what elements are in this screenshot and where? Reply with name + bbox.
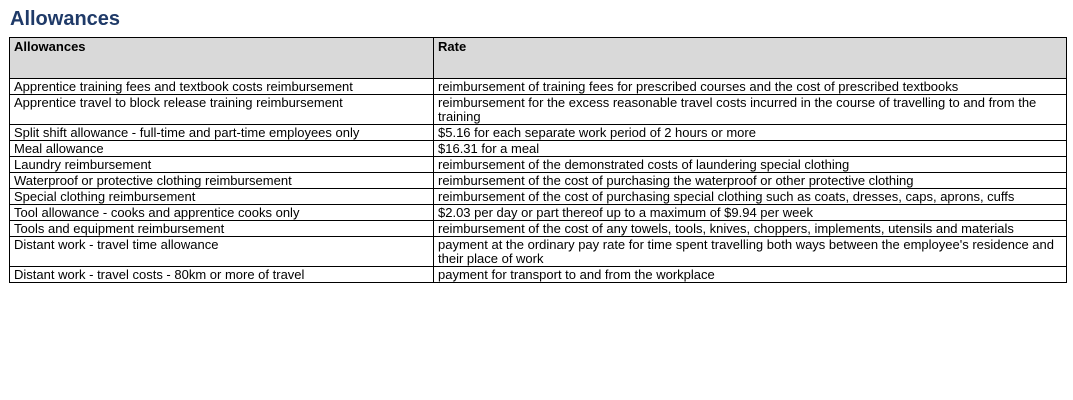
table-row — [10, 205, 1067, 221]
table-row — [10, 173, 1067, 189]
table-row — [10, 237, 1067, 267]
table-body — [10, 79, 1067, 283]
page-title: Allowances — [10, 8, 121, 30]
rate-cell: reimbursement for the excess reasonable travel costs incurred in the course of travelling to and from the training — [434, 95, 1067, 125]
rate-cell: $16.31 for a meal — [434, 141, 1067, 157]
allowance-cell: Tool allowance - cooks and apprentice cooks only — [10, 205, 434, 221]
table-row — [10, 189, 1067, 205]
allowance-cell: Waterproof or protective clothing reimbursement — [10, 173, 434, 189]
rate-cell: $2.03 per day or part thereof up to a maximum of $9.94 per week — [434, 205, 1067, 221]
table-row — [10, 267, 1067, 283]
allowance-cell: Apprentice travel to block release training reimbursement — [10, 95, 434, 125]
header-row — [10, 38, 1067, 79]
table-row — [10, 157, 1067, 173]
allowance-cell: Laundry reimbursement — [10, 157, 434, 173]
allowance-cell: Split shift allowance - full-time and part-time employees only — [10, 125, 434, 141]
rate-cell: reimbursement of the cost of any towels, tools, knives, choppers, implements, utensils and materials — [434, 221, 1067, 237]
allowance-cell: Meal allowance — [10, 141, 434, 157]
rate-cell: payment for transport to and from the workplace — [434, 267, 1067, 283]
column-header-allowances: Allowances — [10, 38, 434, 79]
table-row — [10, 141, 1067, 157]
allowance-cell: Distant work - travel time allowance — [10, 237, 434, 267]
allowance-cell: Apprentice training fees and textbook costs reimbursement — [10, 79, 434, 95]
column-header-rate: Rate — [434, 38, 1067, 79]
table-row — [10, 79, 1067, 95]
allowance-cell: Distant work - travel costs - 80km or more of travel — [10, 267, 434, 283]
rate-cell: payment at the ordinary pay rate for time spent travelling both ways between the employee's residence and their place of work — [434, 237, 1067, 267]
allowance-cell: Special clothing reimbursement — [10, 189, 434, 205]
rate-cell: $5.16 for each separate work period of 2 hours or more — [434, 125, 1067, 141]
allowances-table — [9, 37, 1067, 283]
rate-cell: reimbursement of the cost of purchasing special clothing such as coats, dresses, caps, aprons, cuffs — [434, 189, 1067, 205]
table-header — [10, 38, 1067, 79]
table-row — [10, 95, 1067, 125]
table-row — [10, 221, 1067, 237]
table-row — [10, 125, 1067, 141]
rate-cell: reimbursement of training fees for prescribed courses and the cost of prescribed textbooks — [434, 79, 1067, 95]
allowance-cell: Tools and equipment reimbursement — [10, 221, 434, 237]
rate-cell: reimbursement of the demonstrated costs of laundering special clothing — [434, 157, 1067, 173]
rate-cell: reimbursement of the cost of purchasing the waterproof or other protective clothing — [434, 173, 1067, 189]
